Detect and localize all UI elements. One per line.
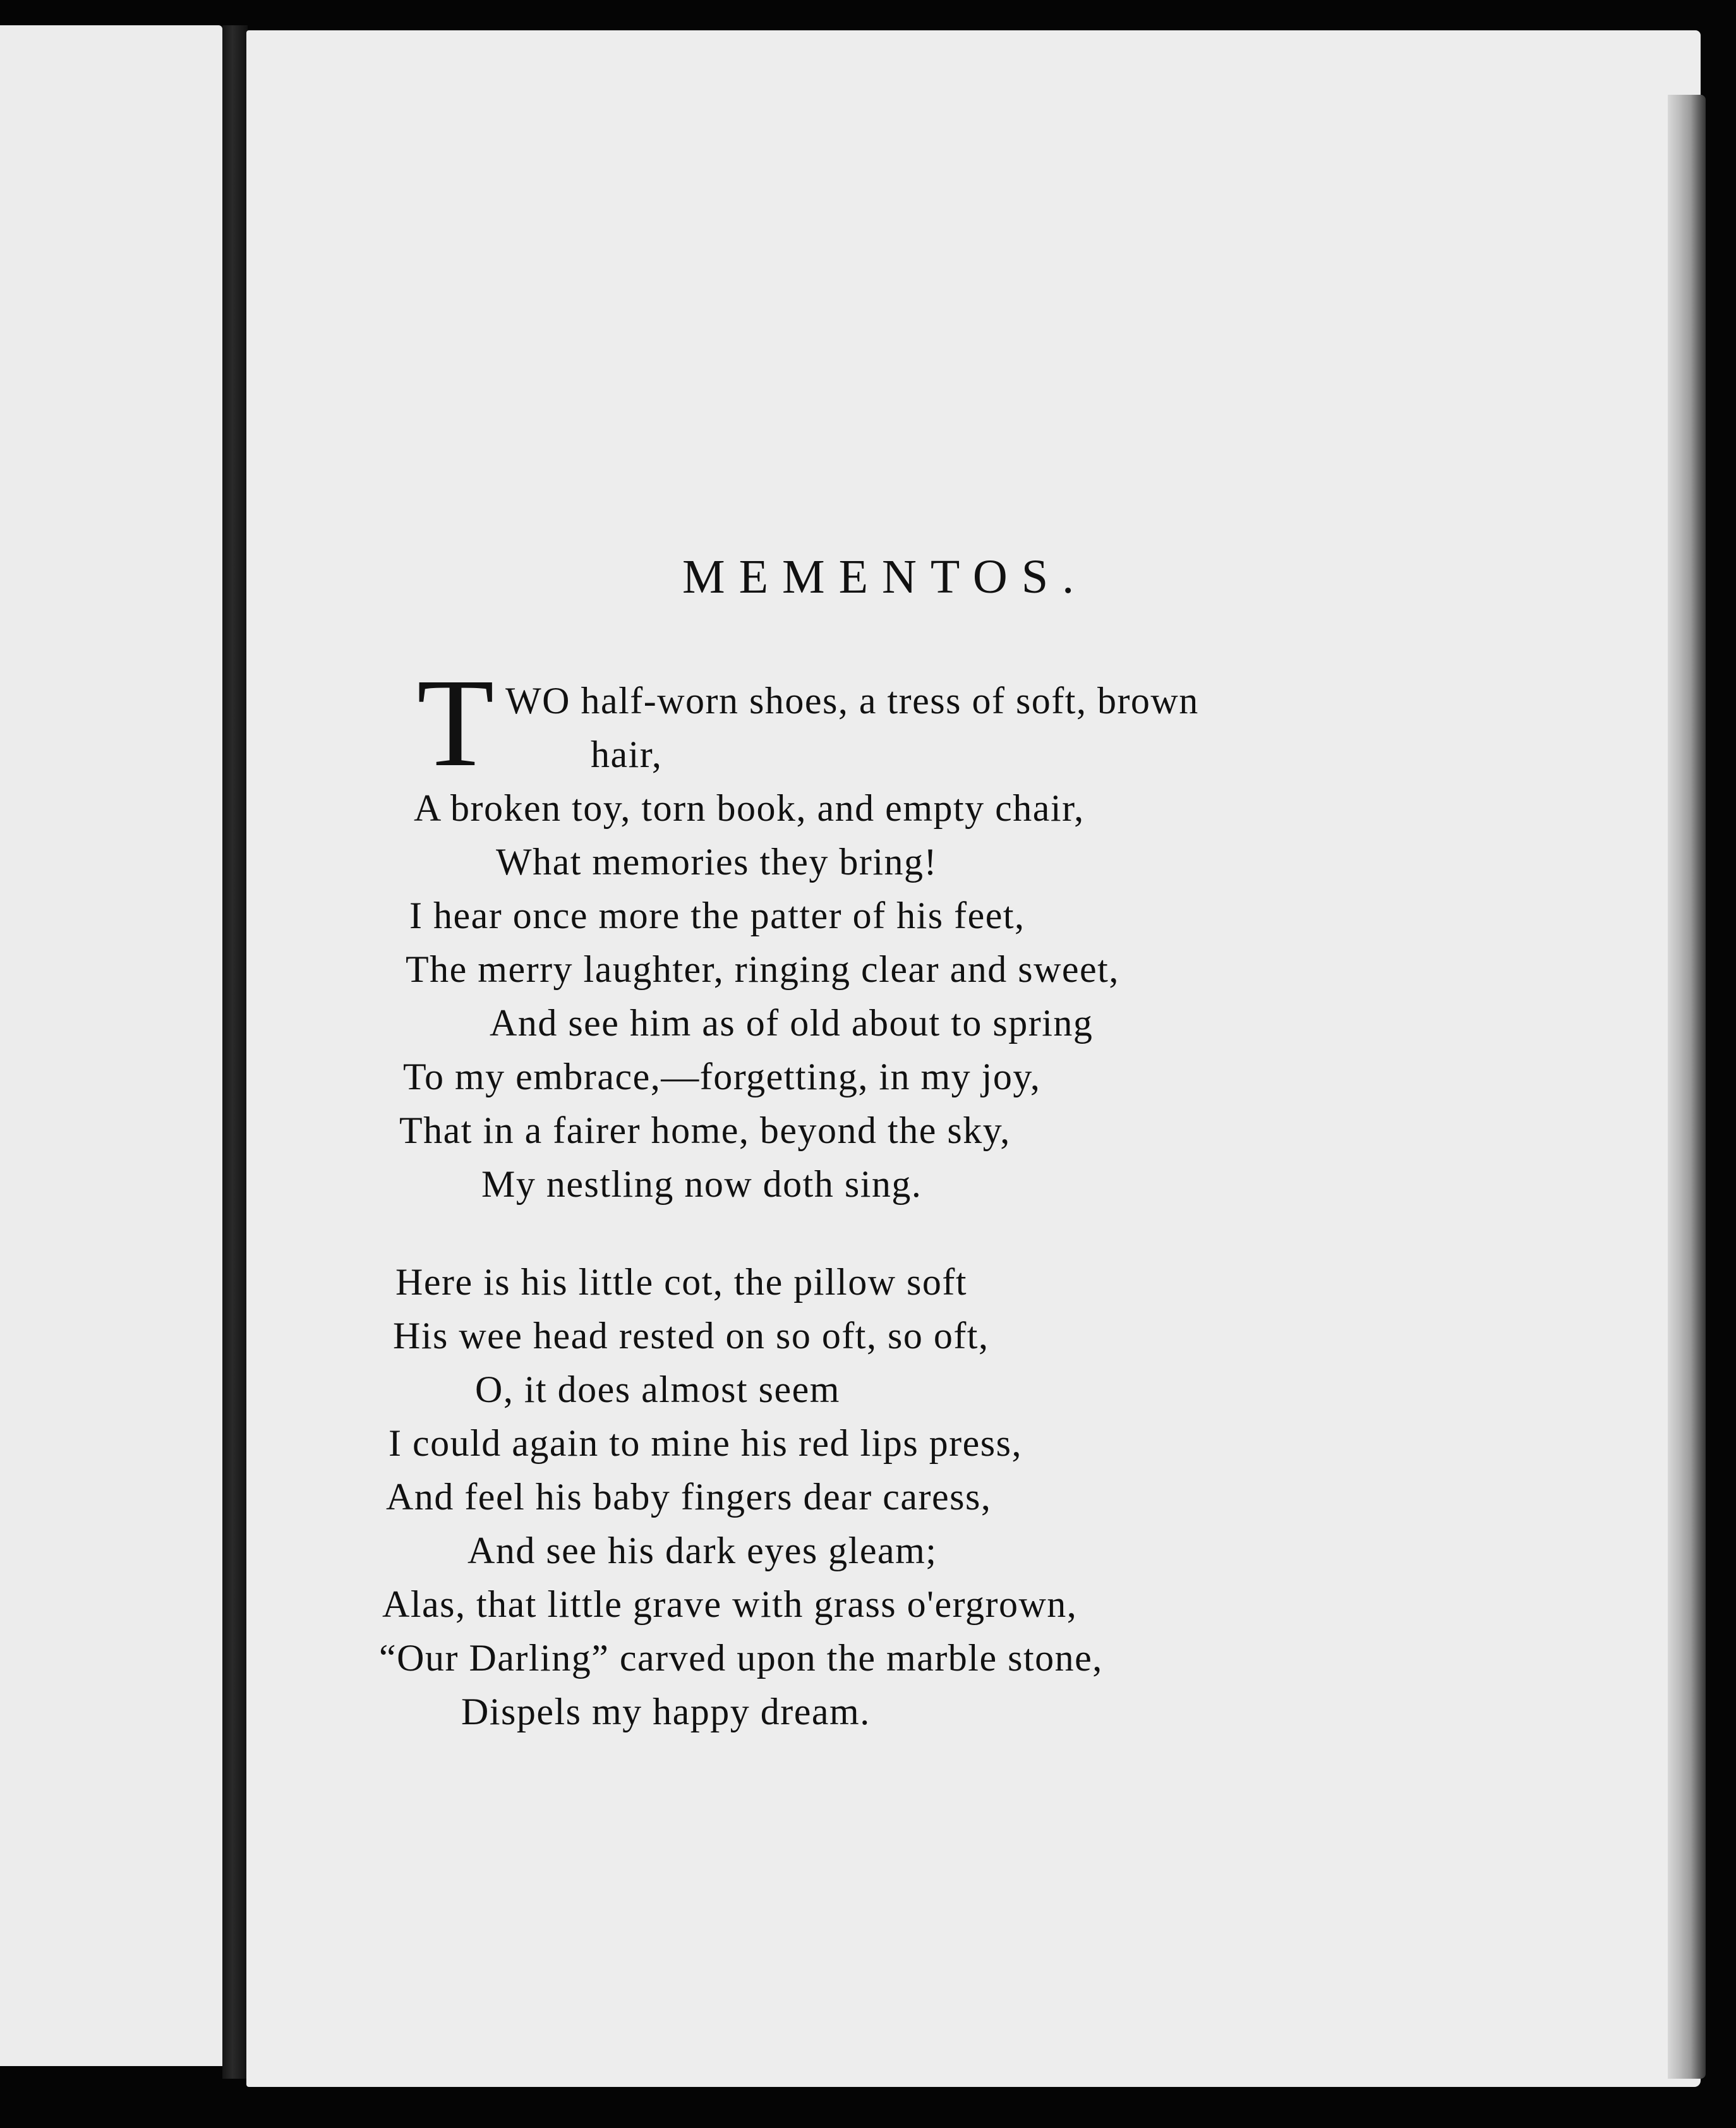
poem-line: My nestling now doth sing. <box>481 1163 922 1205</box>
poem-line: Here is his little cot, the pillow soft <box>395 1261 968 1303</box>
poem-line: His wee head rested on so oft, so oft, <box>393 1315 989 1357</box>
poem-line: A broken toy, torn book, and empty chair, <box>414 787 1085 829</box>
poem-line: hair, <box>591 734 663 775</box>
poem-line: I could again to mine his red lips press, <box>389 1422 1022 1464</box>
poem-line: To my embrace,—forgetting, in my joy, <box>403 1056 1041 1097</box>
drop-cap: T <box>417 653 495 793</box>
page-edge <box>1668 95 1706 2079</box>
poem-title: MEMENTOS. <box>682 550 1088 603</box>
left-page <box>0 25 222 2066</box>
poem-line: That in a fairer home, beyond the sky, <box>399 1109 1011 1151</box>
poem-line: WO half-worn shoes, a tress of soft, brown <box>505 680 1199 722</box>
poem-line: Alas, that little grave with grass o'ergrown, <box>382 1583 1078 1625</box>
poem-line: I hear once more the patter of his feet, <box>409 895 1025 936</box>
poem-line: And feel his baby fingers dear caress, <box>386 1476 992 1518</box>
book-gutter <box>222 25 248 2079</box>
poem-line: And see him as of old about to spring <box>490 1002 1094 1044</box>
poem-line: The merry laughter, ringing clear and sweet, <box>406 948 1119 990</box>
poem-line: O, it does almost seem <box>475 1369 840 1410</box>
poem-line: Dispels my happy dream. <box>461 1691 871 1732</box>
poem-line: What memories they bring! <box>496 841 937 883</box>
poem-line: And see his dark eyes gleam; <box>467 1530 937 1571</box>
poem-line: “Our Darling” carved upon the marble stone, <box>379 1637 1103 1679</box>
